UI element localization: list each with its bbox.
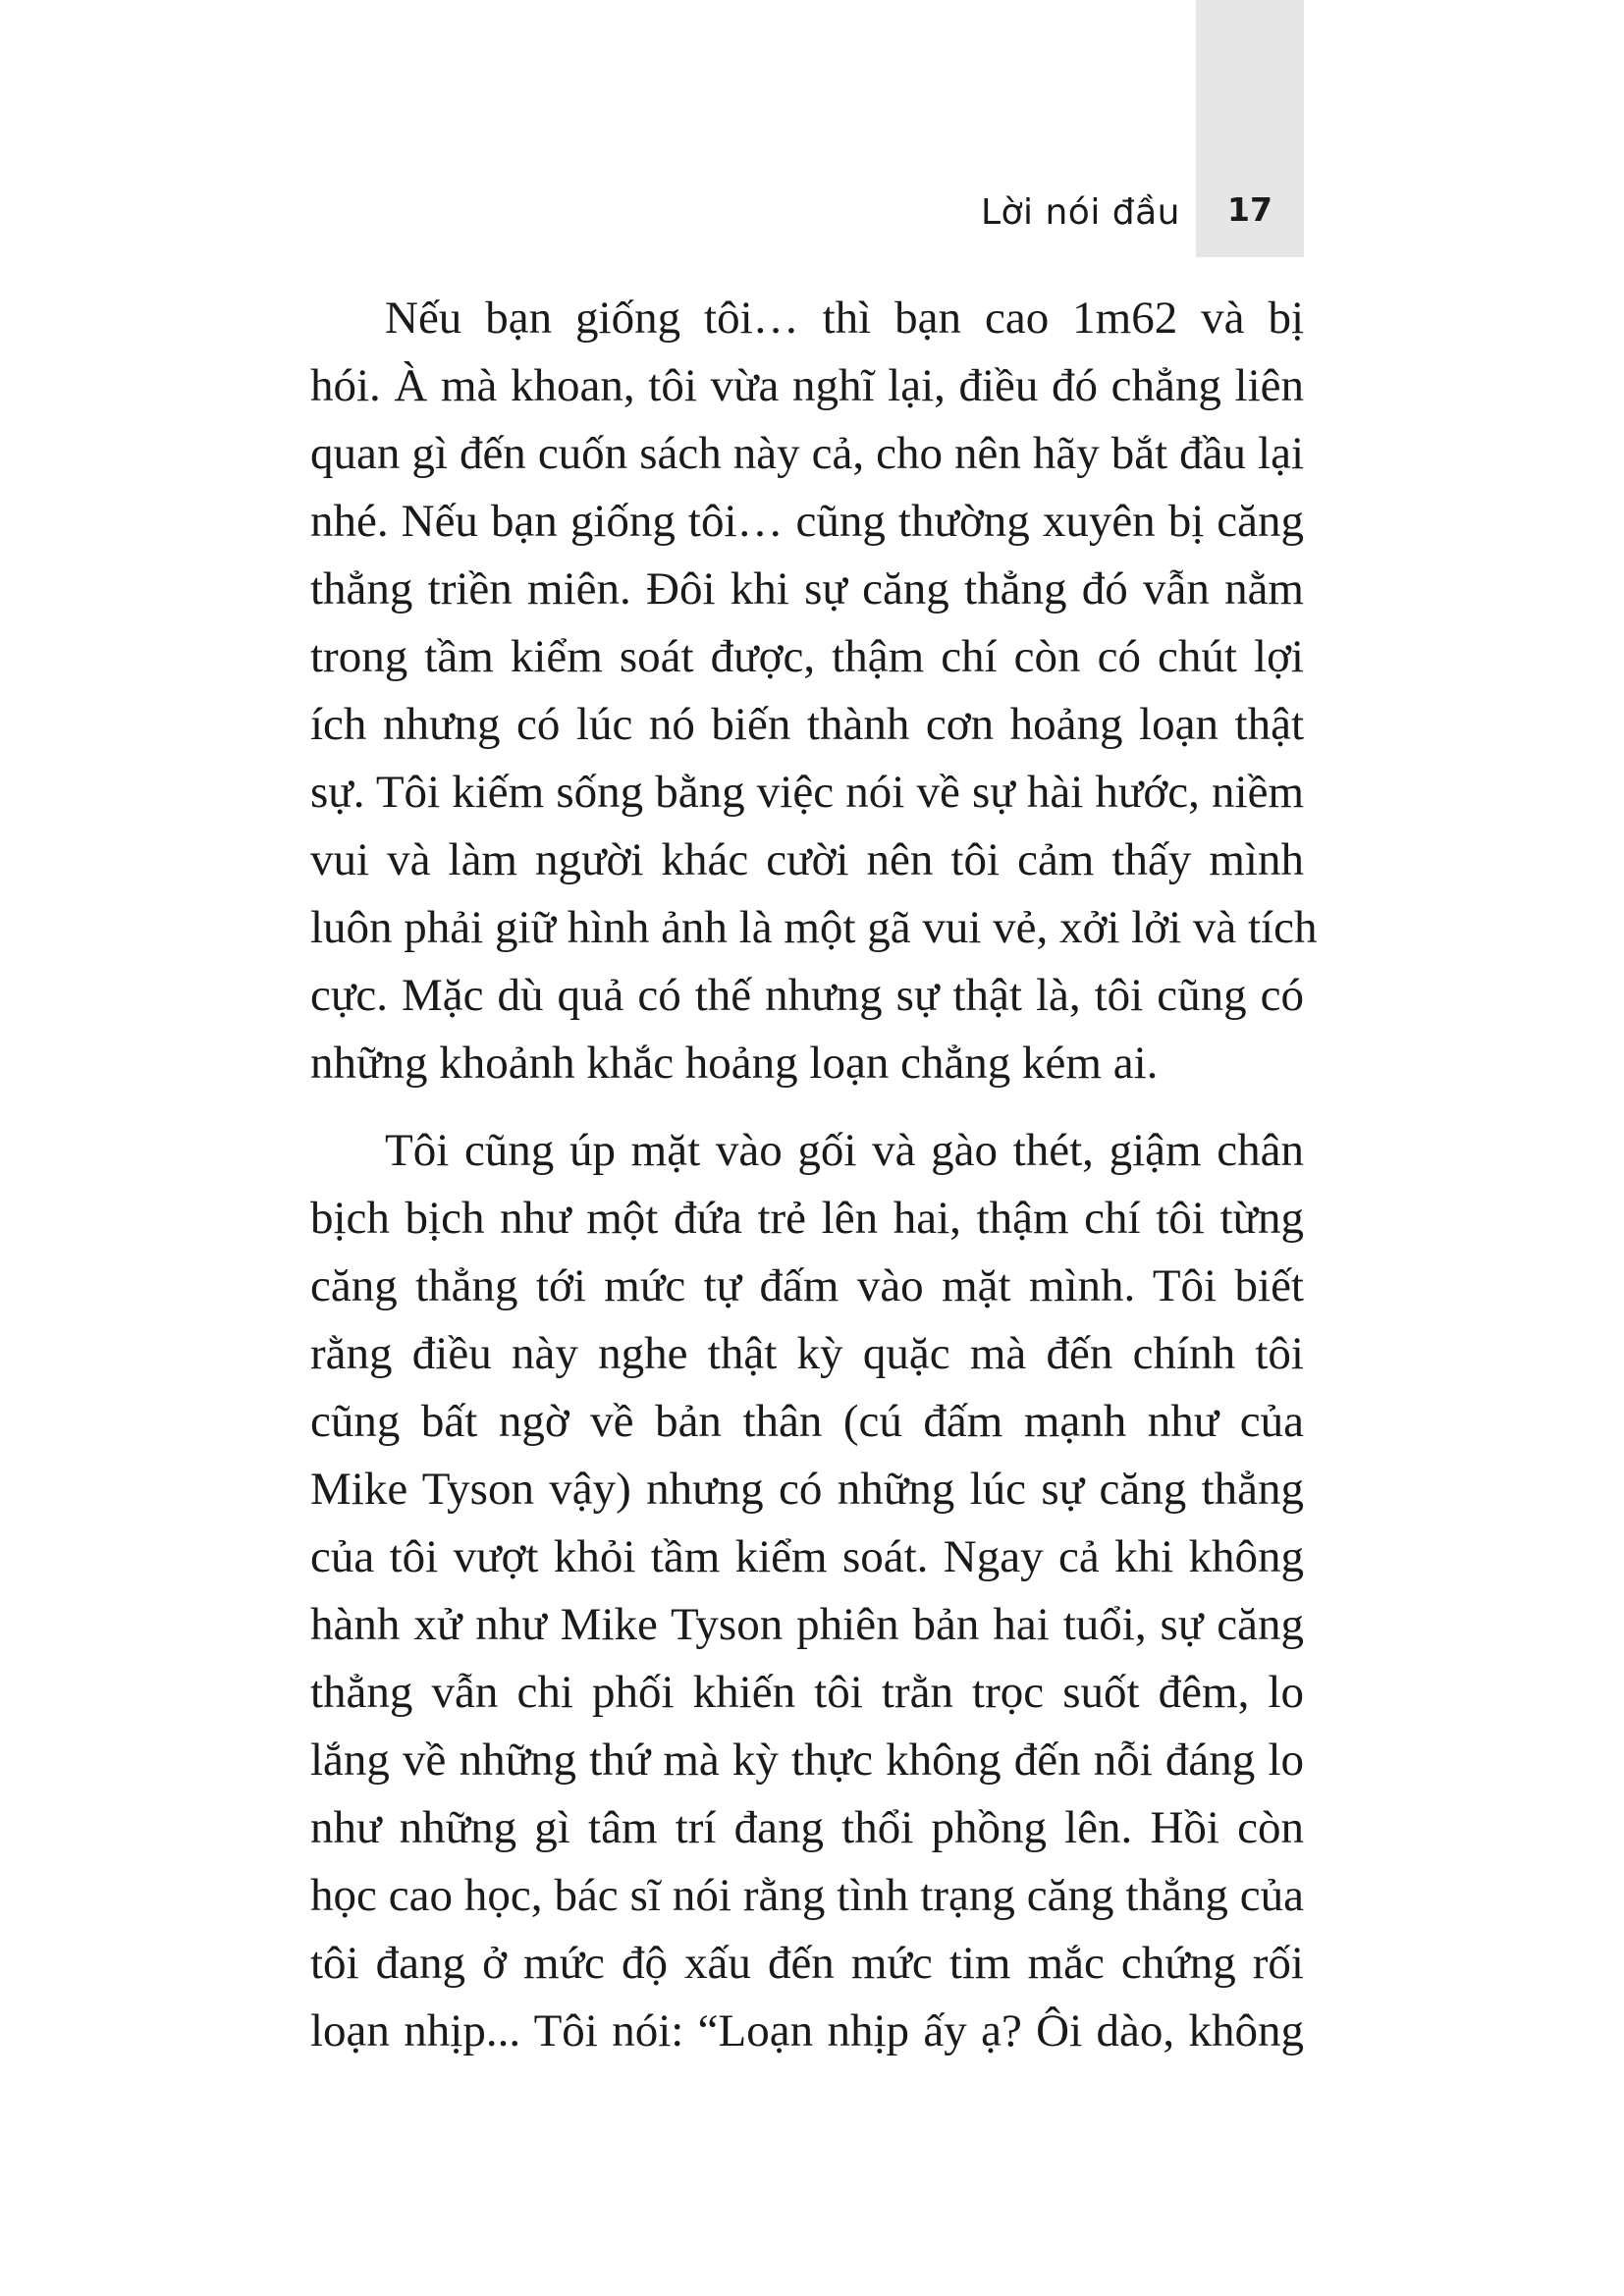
paragraph-gap — [310, 1097, 1304, 1117]
text-line: của tôi vượt khỏi tầm kiểm soát. Ngay cả khi không — [310, 1531, 1304, 1582]
text-line: lắng về những thứ mà kỳ thực không đến nỗi đáng lo — [310, 1735, 1304, 1786]
paragraph — [310, 1117, 1304, 2065]
text-line: ích nhưng có lúc nó biến thành cơn hoảng loạn thật — [310, 699, 1304, 750]
running-head: Lời nói đầu — [980, 192, 1180, 233]
text-line: loạn nhịp... Tôi nói: “Loạn nhịp ấy ạ? Ôi dào, không — [310, 2005, 1304, 2056]
text-line: nhé. Nếu bạn giống tôi… cũng thường xuyên bị căng — [310, 496, 1304, 547]
text-line: trong tầm kiểm soát được, thậm chí còn có chút lợi — [310, 631, 1304, 682]
text-line: như những gì tâm trí đang thổi phồng lên. Hồi còn — [310, 1802, 1304, 1853]
paragraph — [310, 285, 1318, 1097]
text-line: Nếu bạn giống tôi… thì bạn cao 1m62 và bị — [385, 293, 1304, 344]
text-line: thẳng triền miên. Đôi khi sự căng thẳng đó vẫn nằm — [310, 563, 1304, 614]
text-line: thẳng vẫn chi phối khiến tôi trằn trọc suốt đêm, lo — [310, 1667, 1304, 1718]
text-line: hói. À mà khoan, tôi vừa nghĩ lại, điều đó chẳng liên — [310, 360, 1304, 411]
text-line: những khoảnh khắc hoảng loạn chẳng kém ai. — [310, 1038, 1159, 1089]
text-line: sự. Tôi kiếm sống bằng việc nói về sự hài hước, niềm — [310, 767, 1304, 818]
text-line: học cao học, bác sĩ nói rằng tình trạng căng thẳng của — [310, 1870, 1304, 1921]
text-line: Mike Tyson vậy) nhưng có những lúc sự căng thẳng — [310, 1464, 1304, 1515]
text-line: vui và làm người khác cười nên tôi cảm thấy mình — [310, 834, 1304, 885]
body-text — [310, 285, 1318, 2065]
text-line: cũng bất ngờ về bản thân (cú đấm mạnh như của — [310, 1396, 1304, 1447]
text-line: Tôi cũng úp mặt vào gối và gào thét, giậm chân — [385, 1125, 1304, 1176]
text-line: căng thẳng tới mức tự đấm vào mặt mình. Tôi biết — [310, 1260, 1304, 1311]
text-line: cực. Mặc dù quả có thế nhưng sự thật là, tôi cũng có — [310, 970, 1304, 1021]
text-line: bịch bịch như một đứa trẻ lên hai, thậm chí tôi từng — [310, 1193, 1304, 1244]
text-line: hành xử như Mike Tyson phiên bản hai tuổi, sự căng — [310, 1599, 1304, 1650]
text-line: tôi đang ở mức độ xấu đến mức tim mắc chứng rối — [310, 1938, 1304, 1989]
text-line: quan gì đến cuốn sách này cả, cho nên hãy bắt đầu lại — [310, 428, 1304, 479]
text-line: luôn phải giữ hình ảnh là một gã vui vẻ, xởi lởi và tích — [310, 902, 1318, 953]
page-number: 17 — [1227, 190, 1272, 229]
text-line: rằng điều này nghe thật kỳ quặc mà đến chính tôi — [310, 1328, 1304, 1379]
